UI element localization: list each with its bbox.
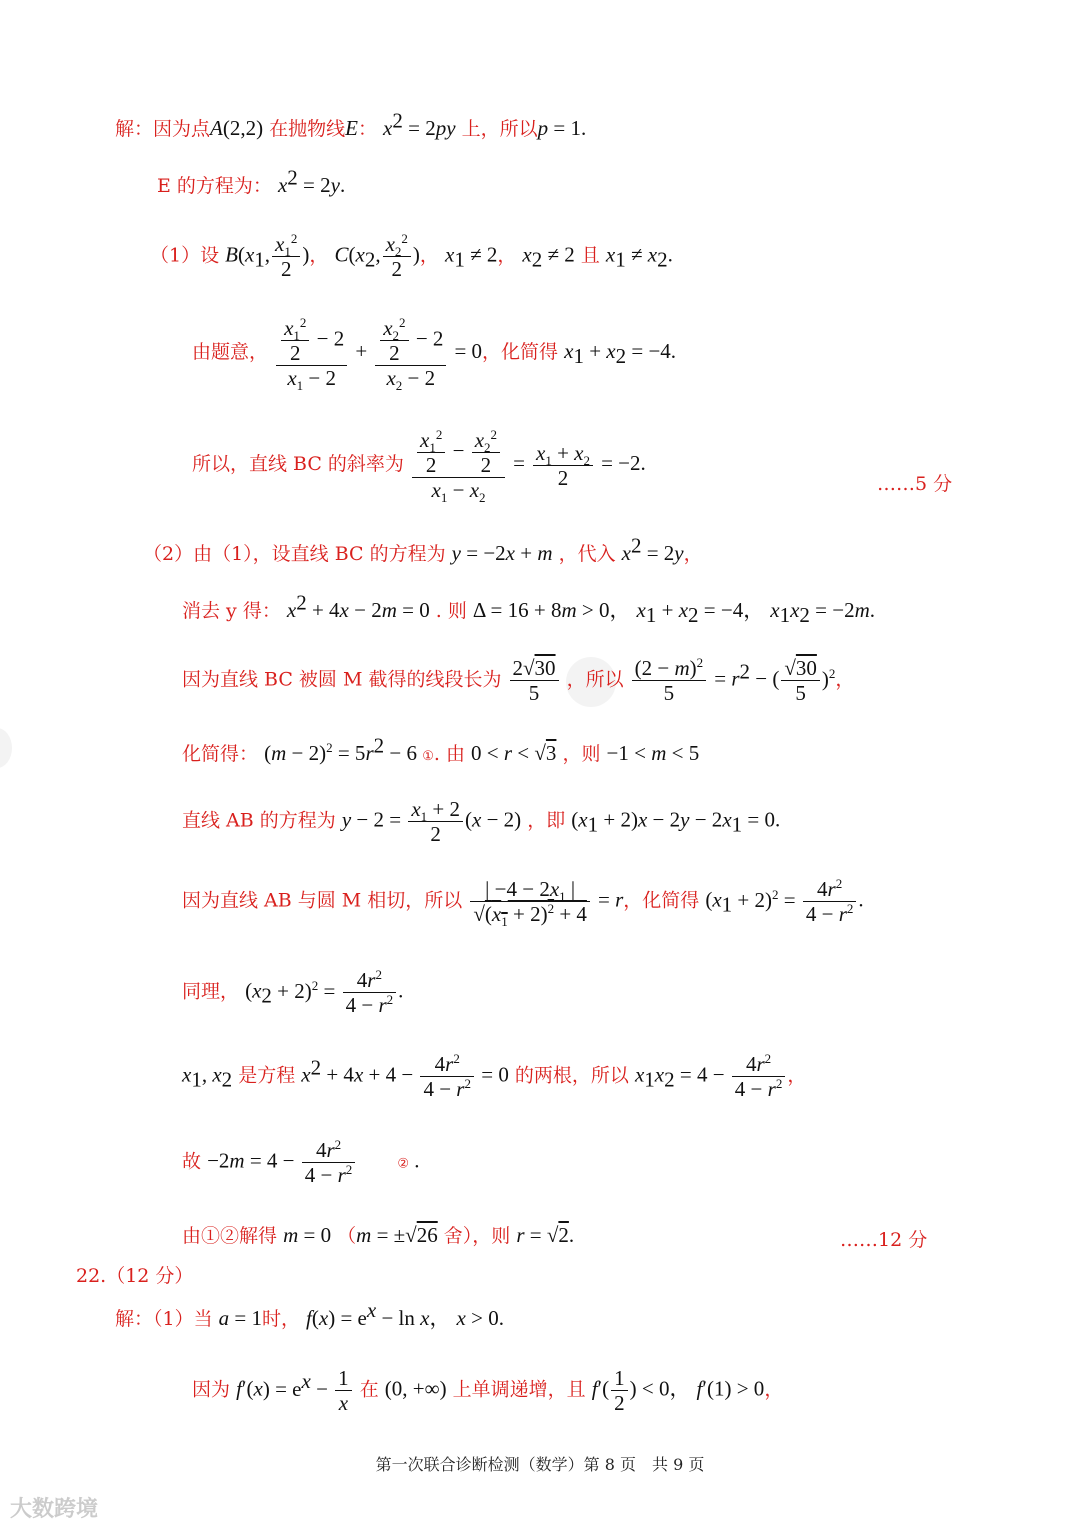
text-label: 消去 y 得： (182, 600, 281, 622)
line-ab-equation: 直线 AB 的方程为 y − 2 = $\frac{x_1 + 2}{2}$ (x − 2) ，即 $(x_1 + 2)x - 2y - 2x_1 = 0$. (182, 797, 781, 847)
text-label: ， (683, 543, 703, 565)
text-label: . (339, 173, 346, 197)
text-label: . (670, 339, 677, 364)
tangent-line: 因为直线 AB 与圆 M 相切，所以 $\frac{| -4 - 2x_1 |}{√(x_1 + 2)^2 + 4}$ = r，化简得 $(x_1 + 2)^2$ = $\frac{4r^2}{4 - r^2}$ . (182, 876, 864, 930)
score-12: ……12 分 (840, 1229, 928, 1251)
text-label: 由题意， (192, 341, 269, 364)
text-label: 因为直线 AB 与圆 M 相切，所以 (182, 889, 463, 912)
parabola-equation-line: E 的方程为： $x^2 = 2y$. (157, 165, 346, 197)
text-label: . (774, 807, 781, 832)
part1-setup-line: （1）设 $B(x_1$, $\frac{x_1^2}{2}$ )， $C(x_2$, $\frac{x_2^2}{2}$ )， $x_1 \ne 2$， $x_2 \ne 2$ 且 $x_1 \ne x_2$. (150, 231, 673, 282)
hence-line: 故 −2m = 4 − $\frac{4r^2}{4 - r^2}$ ② . (182, 1137, 420, 1188)
text-label: . (640, 451, 646, 476)
text-label: 在 (359, 1378, 379, 1401)
text-label: ， (497, 244, 517, 267)
condition-line: 由题意， $\frac{x_1^2}{2}$ − 2 $x_1 - 2$ + $\frac{x_2^2}{2}$ − 2 $x_2 - 2$ = 0，化简得 $x_1 + x_2 = -4$. (192, 315, 677, 394)
text-label: 化简得： (182, 743, 259, 765)
chord-line: 因为直线 BC 被圆 M 截得的线段长为 $\frac{2√30}{5}$ ，所以 $\frac{(2 - m)^2}{5}$ = $r^2$ − ( $\frac{√30}{5}$ )$^2$， (182, 655, 855, 706)
solution-intro-line: 解：因为点A(2,2) 在抛物线E： $x^2 = 2py$ 上，所以p = 1. (115, 108, 587, 140)
watermark-logo: 大数跨境 (10, 1497, 99, 1522)
text-label: 直线 AB 的方程为 (182, 809, 336, 832)
text-label: 所以，直线 BC 的斜率为 (192, 453, 404, 476)
text-label: ， (419, 244, 439, 267)
text-label: E 的方程为： (157, 175, 272, 197)
slope-line: 所以，直线 BC 的斜率为 $\frac{x_1^2}{2}$ − $\frac{x_2^2}{2}$ $x_1 - x_2$ = $\frac{x_1 + x_2}{2}$ = −2. (192, 427, 646, 506)
text-label: . (398, 978, 404, 1003)
text-label: ，化简得 (482, 341, 559, 364)
text-label: ，则 (562, 743, 601, 765)
text-label: 上，所以 (461, 118, 538, 140)
text-label: 故 (182, 1150, 202, 1173)
text-label: 是方程 (238, 1064, 296, 1087)
text-label: ， (787, 1064, 807, 1087)
text-label: 在抛物线 (269, 118, 346, 140)
roots-line: $x_1$, $x_2$ 是方程 $x^2 + 4x + 4$ − $\frac{4r^2}{4 - r^2}$ = 0 的两根，所以 $x_1x_2 = 4$ − $\frac{4r^2}{4 - r^2}$ ， (182, 1051, 807, 1102)
text-label: （1）设 (150, 244, 220, 267)
marker-1: ① (422, 749, 434, 764)
text-label: . (414, 1148, 420, 1173)
text-label: ， (309, 244, 329, 267)
page-footer: 第一次联合诊断检测（数学）第 8 页 共 9 页 (375, 1455, 705, 1474)
text-label: . 由 (433, 743, 465, 765)
overlay-bubble-edge (0, 728, 12, 768)
text-label: ，化简得 (623, 889, 700, 912)
elimination-line: 消去 y 得： $x^2 + 4x - 2m = 0$ . 则 Δ = 16 + 8m > 0， $x_1 + x_2 = -4$， $x_1x_2 = -2m$. (182, 590, 876, 627)
q22-derivative-line: 因为 $f'(x) = e^x$ − $\frac{1}{x}$ 在 (0, +∞) 上单调递增，且 f′( $\frac{1}{2}$ ) < 0， f′(1) > 0， (192, 1366, 784, 1416)
similarly-line: 同理， $(x_2 + 2)^2$ = $\frac{4r^2}{4 - r^2}$ . (182, 967, 404, 1018)
text-label: . (869, 598, 876, 622)
text-label: . (580, 116, 587, 140)
text-label: 的两根，所以 (514, 1064, 629, 1087)
text-label: 同理， (182, 980, 240, 1003)
text-label: （2）由（1），设直线 BC 的方程为 (143, 543, 446, 565)
marker-2: ② (397, 1156, 410, 1172)
text-label: ，代入 (558, 543, 616, 565)
text-label: 因为 (192, 1378, 231, 1401)
q22-part1-line: 解：（1）当 a = 1时， $f(x) = e^x - \ln x$， x > 0. (115, 1298, 504, 1330)
text-label: . (858, 887, 864, 912)
score-5: ……5 分 (877, 473, 953, 495)
text-label: ，即 (527, 809, 566, 832)
part2-setup-line: （2）由（1），设直线 BC 的方程为 y = −2x + m ，代入 $x^2 = 2y$， (143, 533, 703, 565)
text-label: ： (357, 118, 377, 140)
text-label: 且 (580, 244, 600, 267)
text-label: . (498, 1306, 504, 1330)
question-22-title: 22.（12 分） (76, 1265, 194, 1287)
text-label: . (568, 1223, 575, 1247)
solution-line: 由①②解得 m = 0 （m = ±√26 舍），则 r = √2. (182, 1223, 575, 1247)
text-label: 解：因为点 (115, 118, 211, 140)
text-label: . 则 (435, 600, 467, 622)
text-label: 由①②解得 (182, 1225, 278, 1247)
text-label: ， (764, 1378, 784, 1401)
text-label: （ (337, 1225, 357, 1247)
text-label: 舍），则 (443, 1225, 511, 1247)
text-label: ，所以 (566, 668, 624, 691)
simplified-line: 化简得： $(m - 2)^2 = 5r^2 - 6$ ①. 由 0 < r < √3 ，则 −1 < m < 5 (182, 733, 700, 765)
text-label: 解：（1）当 (115, 1308, 213, 1330)
text-label: ， (835, 668, 855, 691)
text-label: 上单调递增，且 (452, 1378, 586, 1401)
text-label: 因为直线 BC 被圆 M 截得的线段长为 (182, 668, 502, 691)
text-label: . (667, 242, 673, 267)
text-label: 时， (261, 1308, 300, 1330)
